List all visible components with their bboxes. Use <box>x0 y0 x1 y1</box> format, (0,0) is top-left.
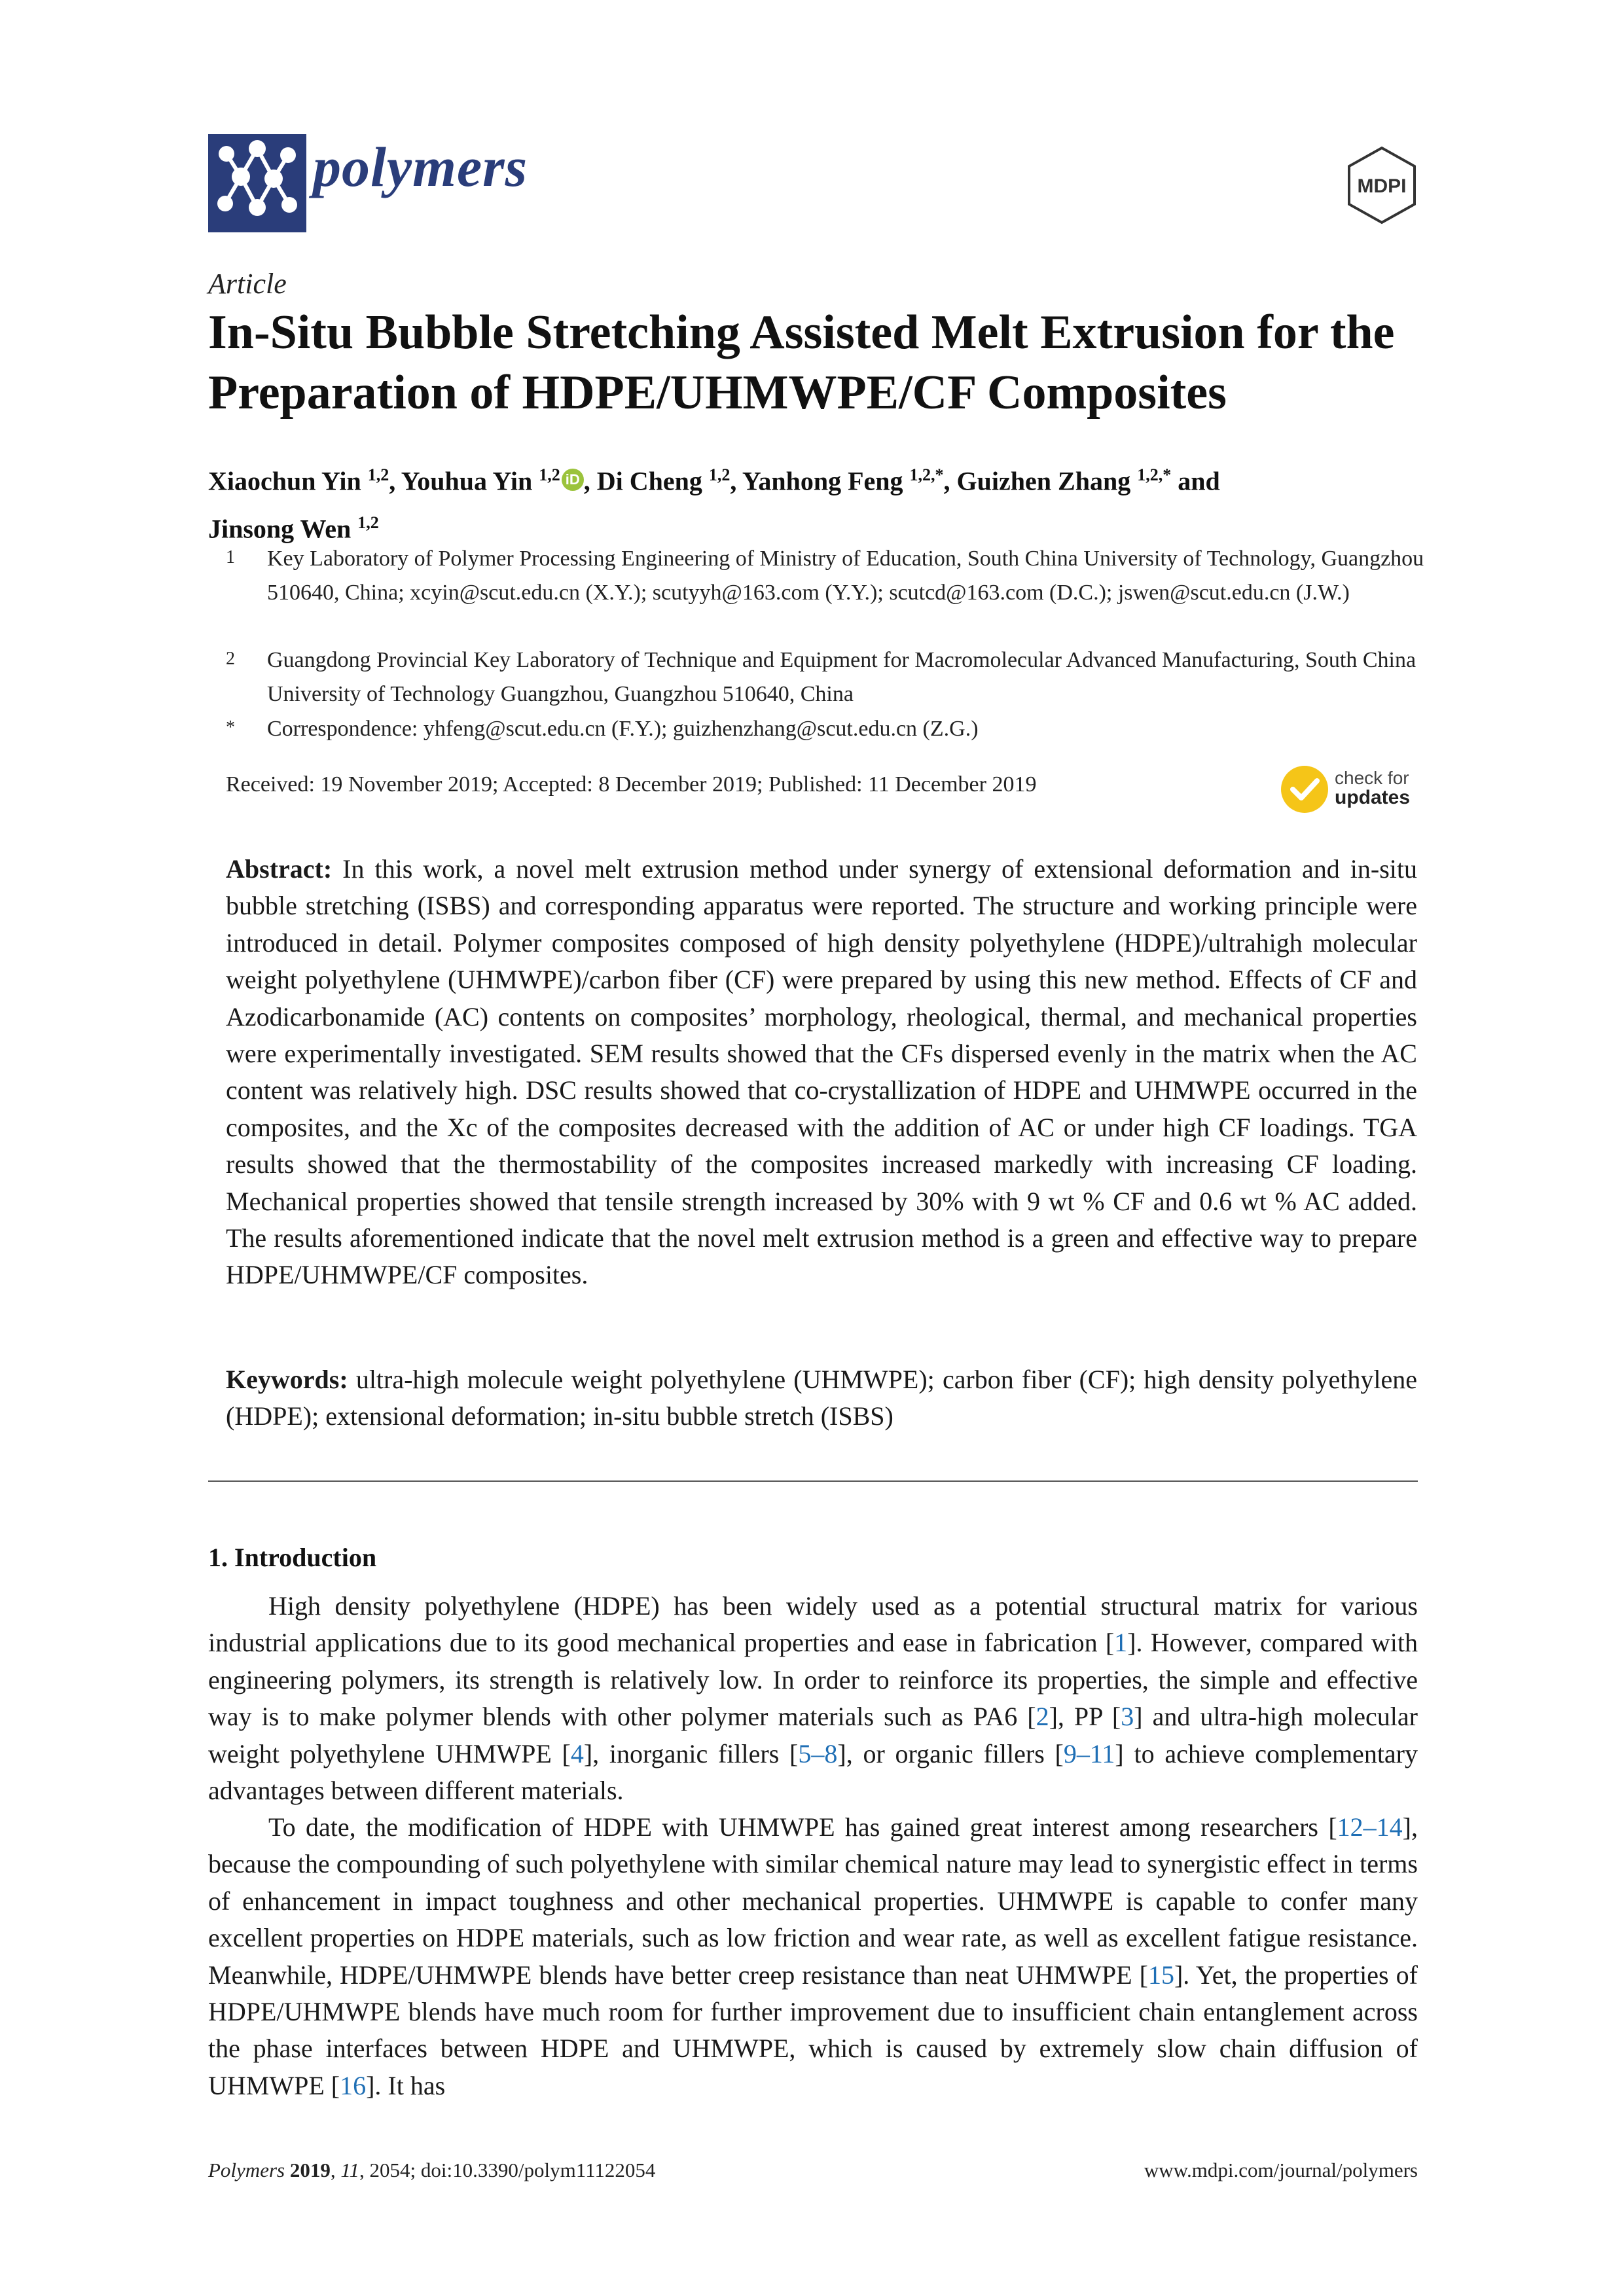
abstract-label: Abstract: <box>226 854 333 884</box>
check-updates-line2: updates <box>1335 787 1411 808</box>
author-list: Xiaochun Yin $^{1,2}$, Youhua Yin $^{1,2}$ iD , Di Cheng $^{1,2}$, Yanhong Feng $^{1,2,*}$, Guizhen Zhang $^{1,2,*}$ and Jinsong Wen $^{1,2}$ <box>208 465 1220 544</box>
affiliation-text: Key Laboratory of Polymer Processing Engineering of Ministry of Education, South China University of Technology, Guangzhou 510640, China; xcyin@scut.edu.cn (X.Y.); scutyyh@163.com (Y.Y.); scutcd@163.com (D.C.); jswen@scut.edu.cn (J.W.) <box>267 547 1424 605</box>
journal-name: polymers <box>313 135 528 198</box>
citation-link[interactable]: 3 <box>1121 1702 1134 1732</box>
keywords-label: Keywords: <box>226 1365 348 1394</box>
check-for-updates-badge[interactable] <box>1280 761 1437 819</box>
orcid-icon[interactable]: iD <box>562 469 584 491</box>
author-name: Guizhen Zhang <box>956 466 1131 496</box>
affiliation-text: Guangdong Provincial Key Laboratory of Technique and Equipment for Macromolecular Advanced Manufacturing, South China University of Technology Guangzhou, Guangzhou 510640, China <box>267 648 1416 706</box>
keywords-text: ultra-high molecule weight polyethylene (UHMWPE); carbon fiber (CF); high density polyethylene (HDPE); extensional deformation; in-situ bubble stretch (ISBS) <box>226 1365 1418 1431</box>
footer-doi: , 2054; doi:10.3390/polym11122054 <box>359 2159 656 2181</box>
author-affiliation: 1,2 <box>357 513 379 533</box>
footer-year: 2019 <box>289 2159 331 2181</box>
citation-link[interactable]: 16 <box>340 2070 367 2100</box>
citation-link[interactable]: 1 <box>1114 1628 1128 1658</box>
citation-link[interactable]: 4 <box>570 1738 584 1768</box>
author-name: Di Cheng <box>596 466 702 496</box>
check-updates-line1: check for <box>1335 768 1409 788</box>
citation-link[interactable]: 9–11 <box>1063 1738 1115 1768</box>
section-heading: 1. Introduction <box>208 1543 377 1572</box>
abstract-text: In this work, a novel melt extrusion method under synergy of extensional deformation and in-situ bubble stretching (ISBS) and corresponding apparatus were reported. The structure and working principle were introduced in detail. Polymer composites composed of high density polyethylene (HDPE)/ultrahigh molecular weight polyethylene (UHMWPE)/carbon fiber (CF) were prepared by using this new method. Effects of CF and Azodicarbonamide (AC) contents on composites’ morphology, rheological, thermal, and mechanical properties were experimentally investigated. SEM results showed that the CFs dispersed evenly in the matrix when the AC content was relatively high. DSC results showed that co-crystallization of HDPE and UHMWPE occurred in the composites, and the Xc of the composites decreased with the addition of AC or under high CF loadings. TGA results showed that the thermostability of the composites increased markedly with increasing CF loading. Mechanical properties showed that tensile strength increased by 30% with 9 wt % CF and 0.6 wt % AC added. The results aforementioned indicate that the novel melt extrusion method is a green and effective way to prepare HDPE/UHMWPE/CF composites. <box>226 854 1417 1290</box>
author-affiliation: 1,2 <box>539 465 560 484</box>
correspondence-marker: * <box>226 717 235 738</box>
citation-link[interactable]: 2 <box>1036 1702 1049 1732</box>
mdpi-logo <box>1345 145 1418 225</box>
mdpi-logo-text: MDPI <box>1357 175 1407 197</box>
section-divider <box>208 1480 1418 1482</box>
citation-link[interactable]: 15 <box>1147 1960 1174 1990</box>
intro-paragraph-1: High density polyethylene (HDPE) has been widely used as a potential structural matrix for various industrial applications due to its good mechanical properties and ease in fabrication [1]. However, compared with engineering polymers, its strength is relatively low. In order to reinforce its properties, the simple and effective way is to make polymer blends with other polymer materials such as PA6 [2], PP [3] and ultra-high molecular weight polyethylene UHMWPE [4], inorganic fillers [5–8], or organic fillers [9–11] to achieve complementary advantages between different materials. <box>208 1591 1418 1806</box>
intro-paragraph-2: To date, the modification of HDPE with UHMWPE has gained great interest among researchers [12–14], because the compounding of such polyethylene with similar chemical nature may lead to synergistic effect in terms of enhancement in impact toughness and other mechanical properties. UHMWPE is capable to confer many excellent properties on HDPE materials, such as low friction and wear rate, as well as excellent fatigue resistance. Meanwhile, HDPE/UHMWPE blends have better creep resistance than neat UHMWPE [15]. Yet, the properties of HDPE/UHMWPE blends have much room for further improvement due to insufficient chain entanglement across the phase interfaces between HDPE and UHMWPE, which is caused by extremely slow chain diffusion of UHMWPE [16]. It has <box>208 1812 1418 2100</box>
footer-journal: Polymers <box>208 2159 285 2181</box>
author-name: Yanhong Feng <box>742 466 903 496</box>
author-name: Youhua Yin <box>401 466 533 496</box>
affiliation-number: 2 <box>226 649 235 669</box>
footer-volume: 11 <box>340 2159 360 2181</box>
abstract <box>226 851 1417 1294</box>
footer-url[interactable]: www.mdpi.com/journal/polymers <box>1144 2159 1418 2181</box>
footer-citation: Polymers 2019, 11, 2054; doi:10.3390/polym11122054 <box>208 2159 656 2181</box>
article-type: Article <box>208 268 287 300</box>
author-name: Xiaochun Yin <box>208 466 361 496</box>
publication-dates: Received: 19 November 2019; Accepted: 8 December 2019; Published: 11 December 2019 <box>226 772 1037 797</box>
author-affiliation: 1,2 <box>367 465 389 484</box>
citation-link[interactable]: 12–14 <box>1337 1812 1403 1842</box>
correspondence-text: Correspondence: yhfeng@scut.edu.cn (F.Y.); guizhenzhang@scut.edu.cn (Z.G.) <box>267 717 979 741</box>
check-updates-icon <box>1280 764 1329 814</box>
citation-link[interactable]: 5–8 <box>798 1738 838 1768</box>
affiliation-number: 1 <box>226 547 235 567</box>
paper-title: In-Situ Bubble Stretching Assisted Melt Extrusion for the Preparation of HDPE/UHMWPE/CF Composites <box>208 306 1395 420</box>
author-affiliation: 1,2,* <box>909 465 944 484</box>
keywords <box>226 1361 1417 1435</box>
polymers-logo-icon <box>208 134 306 232</box>
and-conjunction: and <box>1178 466 1220 496</box>
author-affiliation: 1,2 <box>708 465 731 484</box>
author-name: Jinsong Wen <box>208 514 352 544</box>
author-affiliation: 1,2,* <box>1137 465 1172 484</box>
